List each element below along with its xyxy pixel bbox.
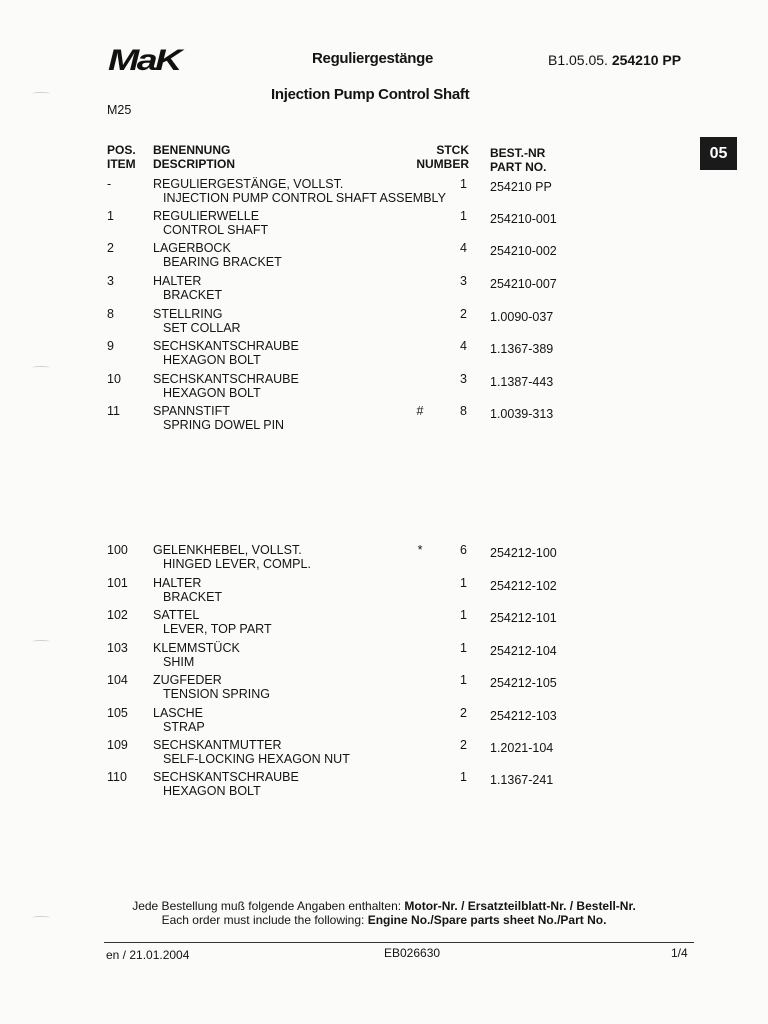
item-position: 10 xyxy=(107,372,121,386)
item-quantity: 1 xyxy=(460,608,467,622)
footer-divider xyxy=(104,942,694,943)
table-row xyxy=(0,339,768,371)
item-name-german: ZUGFEDER xyxy=(153,673,222,687)
item-name-english: HEXAGON BOLT xyxy=(163,353,261,367)
title-english: Injection Pump Control Shaft xyxy=(271,86,470,103)
item-name-english: CONTROL SHAFT xyxy=(163,223,269,237)
item-note-mark: # xyxy=(416,404,424,418)
column-header-pos xyxy=(107,143,136,171)
item-quantity: 2 xyxy=(460,307,467,321)
item-quantity: 1 xyxy=(460,209,467,223)
column-header-pos-en: ITEM xyxy=(107,157,136,171)
document-reference-prefix: B1.05.05. xyxy=(548,52,608,68)
item-quantity: 4 xyxy=(460,241,467,255)
item-part-number: 254212-101 xyxy=(490,611,557,625)
footer-page-number: 1/4 xyxy=(671,946,688,960)
item-name-german: REGULIERWELLE xyxy=(153,209,260,223)
item-name-german: GELENKHEBEL, VOLLST. xyxy=(153,543,302,557)
item-name-german: HALTER xyxy=(153,576,202,590)
item-name-german: REGULIERGESTÄNGE, VOLLST. xyxy=(153,177,344,191)
item-quantity: 3 xyxy=(460,274,467,288)
footer-document-code: EB026630 xyxy=(384,946,441,960)
item-name-german: SECHSKANTSCHRAUBE xyxy=(153,770,299,784)
column-header-pos-de: POS. xyxy=(107,143,136,157)
item-part-number: 254212-105 xyxy=(490,676,557,690)
item-position: 101 xyxy=(107,576,128,590)
item-part-number: 1.1387-443 xyxy=(490,375,554,389)
item-quantity: 6 xyxy=(460,543,467,557)
item-name-english: INJECTION PUMP CONTROL SHAFT ASSEMBLY xyxy=(163,191,446,205)
column-header-description-de: BENENNUNG xyxy=(153,143,231,157)
item-name-german: SECHSKANTSCHRAUBE xyxy=(153,339,299,353)
title-german: Reguliergestänge xyxy=(312,50,434,67)
item-name-german: STELLRING xyxy=(153,307,223,321)
item-part-number: 254212-104 xyxy=(490,644,557,658)
item-quantity: 8 xyxy=(460,404,467,418)
item-name-german: KLEMMSTÜCK xyxy=(153,641,240,655)
mak-logo: MaK xyxy=(108,44,180,77)
item-position: 103 xyxy=(107,641,128,655)
column-header-part-number xyxy=(490,146,546,174)
item-name-english: HINGED LEVER, COMPL. xyxy=(163,557,311,571)
table-row xyxy=(0,543,768,575)
item-position: 3 xyxy=(107,274,114,288)
item-name-german: SECHSKANTSCHRAUBE xyxy=(153,372,299,386)
item-name-german: LASCHE xyxy=(153,706,204,720)
item-quantity: 2 xyxy=(460,706,467,720)
column-header-description xyxy=(153,143,235,171)
table-row xyxy=(0,576,768,608)
item-quantity: 1 xyxy=(460,673,467,687)
item-name-german: SPANNSTIFT xyxy=(153,404,230,418)
item-quantity: 1 xyxy=(460,177,467,191)
item-part-number: 1.0090-037 xyxy=(490,310,554,324)
table-row xyxy=(0,608,768,640)
item-note-mark: * xyxy=(417,543,423,557)
column-header-part-number-de: BEST.-NR xyxy=(490,146,546,160)
item-position: 100 xyxy=(107,543,128,557)
scan-mark xyxy=(32,640,50,643)
item-part-number: 1.2021-104 xyxy=(490,741,554,755)
item-name-english: SHIM xyxy=(163,655,195,669)
table-row xyxy=(0,307,768,339)
item-name-german: HALTER xyxy=(153,274,202,288)
item-part-number: 254210-001 xyxy=(490,212,557,226)
item-position: 110 xyxy=(107,770,127,784)
table-row xyxy=(0,372,768,404)
table-row xyxy=(0,404,768,436)
item-part-number: 254210-002 xyxy=(490,244,557,258)
document-reference-number: 254210 PP xyxy=(611,52,682,68)
table-row xyxy=(0,641,768,673)
column-header-description-en: DESCRIPTION xyxy=(153,157,236,171)
item-part-number: 254210-007 xyxy=(490,277,557,291)
item-name-english: SELF-LOCKING HEXAGON NUT xyxy=(163,752,350,766)
table-row xyxy=(0,274,768,306)
item-quantity: 4 xyxy=(460,339,467,353)
order-note-english-fields: Engine No./Spare parts sheet No./Part No. xyxy=(367,913,607,927)
item-name-german: LAGERBOCK xyxy=(153,241,231,255)
table-row xyxy=(0,241,768,273)
item-position: - xyxy=(107,177,112,191)
item-part-number: 1.1367-241 xyxy=(490,773,554,787)
item-position: 9 xyxy=(107,339,114,353)
item-part-number: 254212-103 xyxy=(490,709,557,723)
column-header-quantity-de: STCK xyxy=(436,143,469,157)
item-position: 104 xyxy=(107,673,128,687)
item-name-german: SATTEL xyxy=(153,608,200,622)
item-quantity: 3 xyxy=(460,372,467,386)
item-part-number: 254212-102 xyxy=(490,579,557,593)
order-note-german-text: Jede Bestellung muß folgende Angaben enthalten: xyxy=(132,899,405,913)
table-row xyxy=(0,177,768,209)
item-part-number: 1.1367-389 xyxy=(490,342,554,356)
item-position: 109 xyxy=(107,738,128,752)
item-name-english: TENSION SPRING xyxy=(163,687,270,701)
item-quantity: 1 xyxy=(460,641,467,655)
item-name-english: BEARING BRACKET xyxy=(163,255,282,269)
column-header-quantity xyxy=(410,143,469,171)
engine-model: M25 xyxy=(107,103,132,117)
item-name-english: BRACKET xyxy=(163,288,223,302)
scan-mark xyxy=(32,366,50,369)
table-row xyxy=(0,706,768,738)
order-note-german xyxy=(0,899,768,914)
table-row xyxy=(0,673,768,705)
section-tab: 05 xyxy=(700,137,737,170)
item-part-number: 254212-100 xyxy=(490,546,557,560)
order-note-english-text: Each order must include the following: xyxy=(161,913,368,927)
item-position: 2 xyxy=(107,241,114,255)
item-name-english: SET COLLAR xyxy=(163,321,241,335)
item-name-english: LEVER, TOP PART xyxy=(163,622,272,636)
column-header-part-number-en: PART NO. xyxy=(490,160,547,174)
item-name-english: BRACKET xyxy=(163,590,223,604)
scan-mark xyxy=(32,92,50,95)
item-position: 105 xyxy=(107,706,128,720)
column-header-quantity-en: NUMBER xyxy=(416,157,469,171)
item-name-english: SPRING DOWEL PIN xyxy=(163,418,285,432)
order-note-english xyxy=(0,913,768,928)
item-position: 102 xyxy=(107,608,128,622)
item-part-number: 254210 PP xyxy=(490,180,552,194)
item-name-german: SECHSKANTMUTTER xyxy=(153,738,282,752)
footer-date: en / 21.01.2004 xyxy=(106,948,190,962)
item-name-english: HEXAGON BOLT xyxy=(163,784,261,798)
table-row xyxy=(0,738,768,770)
order-note-german-fields: Motor-Nr. / Ersatzteilblatt-Nr. / Bestell-Nr. xyxy=(404,899,636,913)
item-position: 1 xyxy=(107,209,114,223)
item-part-number: 1.0039-313 xyxy=(490,407,554,421)
table-row xyxy=(0,209,768,241)
item-quantity: 2 xyxy=(460,738,467,752)
item-quantity: 1 xyxy=(460,576,467,590)
item-name-english: HEXAGON BOLT xyxy=(163,386,261,400)
table-row xyxy=(0,770,768,802)
document-reference xyxy=(548,52,681,68)
item-quantity: 1 xyxy=(460,770,467,784)
item-position: 11 xyxy=(107,404,120,418)
item-position: 8 xyxy=(107,307,114,321)
scan-mark xyxy=(32,916,50,919)
item-name-english: STRAP xyxy=(163,720,205,734)
